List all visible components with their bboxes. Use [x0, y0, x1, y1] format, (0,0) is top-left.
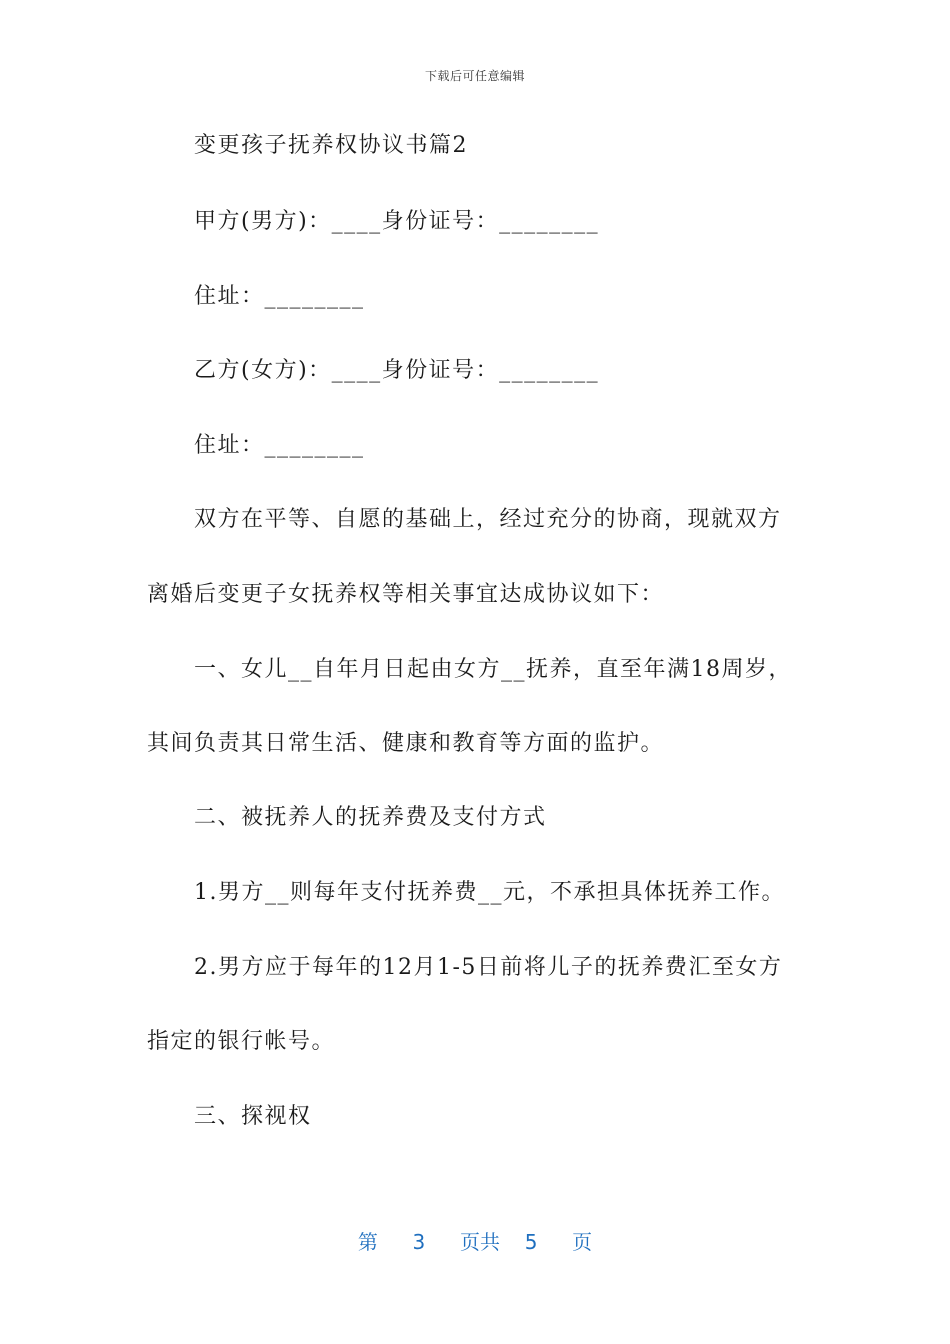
footer-prefix: 第	[357, 1230, 378, 1254]
paragraph-line: 1.男方__则每年支付抚养费__元，不承担具体抚养工作。	[194, 880, 785, 905]
footer-suffix: 页	[572, 1230, 593, 1254]
document-title: 变更孩子抚养权协议书篇2	[194, 133, 468, 158]
paragraph-line: 双方在平等、自愿的基础上，经过充分的协商，现就双方	[194, 507, 782, 532]
party-a-address: 住址：________	[194, 284, 365, 309]
paragraph-line: 2.男方应于每年的12月1-5日前将儿子的抚养费汇至女方	[194, 955, 783, 980]
section-heading: 二、被抚养人的抚养费及支付方式	[194, 805, 547, 830]
paragraph-line: 一、女儿__自年月日起由女方__抚养，直至年满18周岁，	[194, 657, 792, 682]
page-footer	[0, 1226, 950, 1255]
section-heading: 三、探视权	[194, 1104, 312, 1129]
paragraph-line: 其间负责其日常生活、健康和教育等方面的监护。	[147, 731, 665, 756]
total-pages-number: 5	[524, 1230, 538, 1254]
current-page-number: 3	[412, 1230, 426, 1254]
party-a-line: 甲方(男方)：____身份证号：________	[194, 209, 600, 234]
footer-middle: 页共	[460, 1230, 500, 1254]
paragraph-line: 指定的银行帐号。	[147, 1029, 336, 1054]
party-b-line: 乙方(女方)：____身份证号：________	[194, 358, 600, 383]
party-b-address: 住址：________	[194, 433, 365, 458]
header-note: 下载后可任意编辑	[424, 69, 525, 83]
paragraph-line: 离婚后变更子女抚养权等相关事宜达成协议如下：	[147, 582, 665, 607]
